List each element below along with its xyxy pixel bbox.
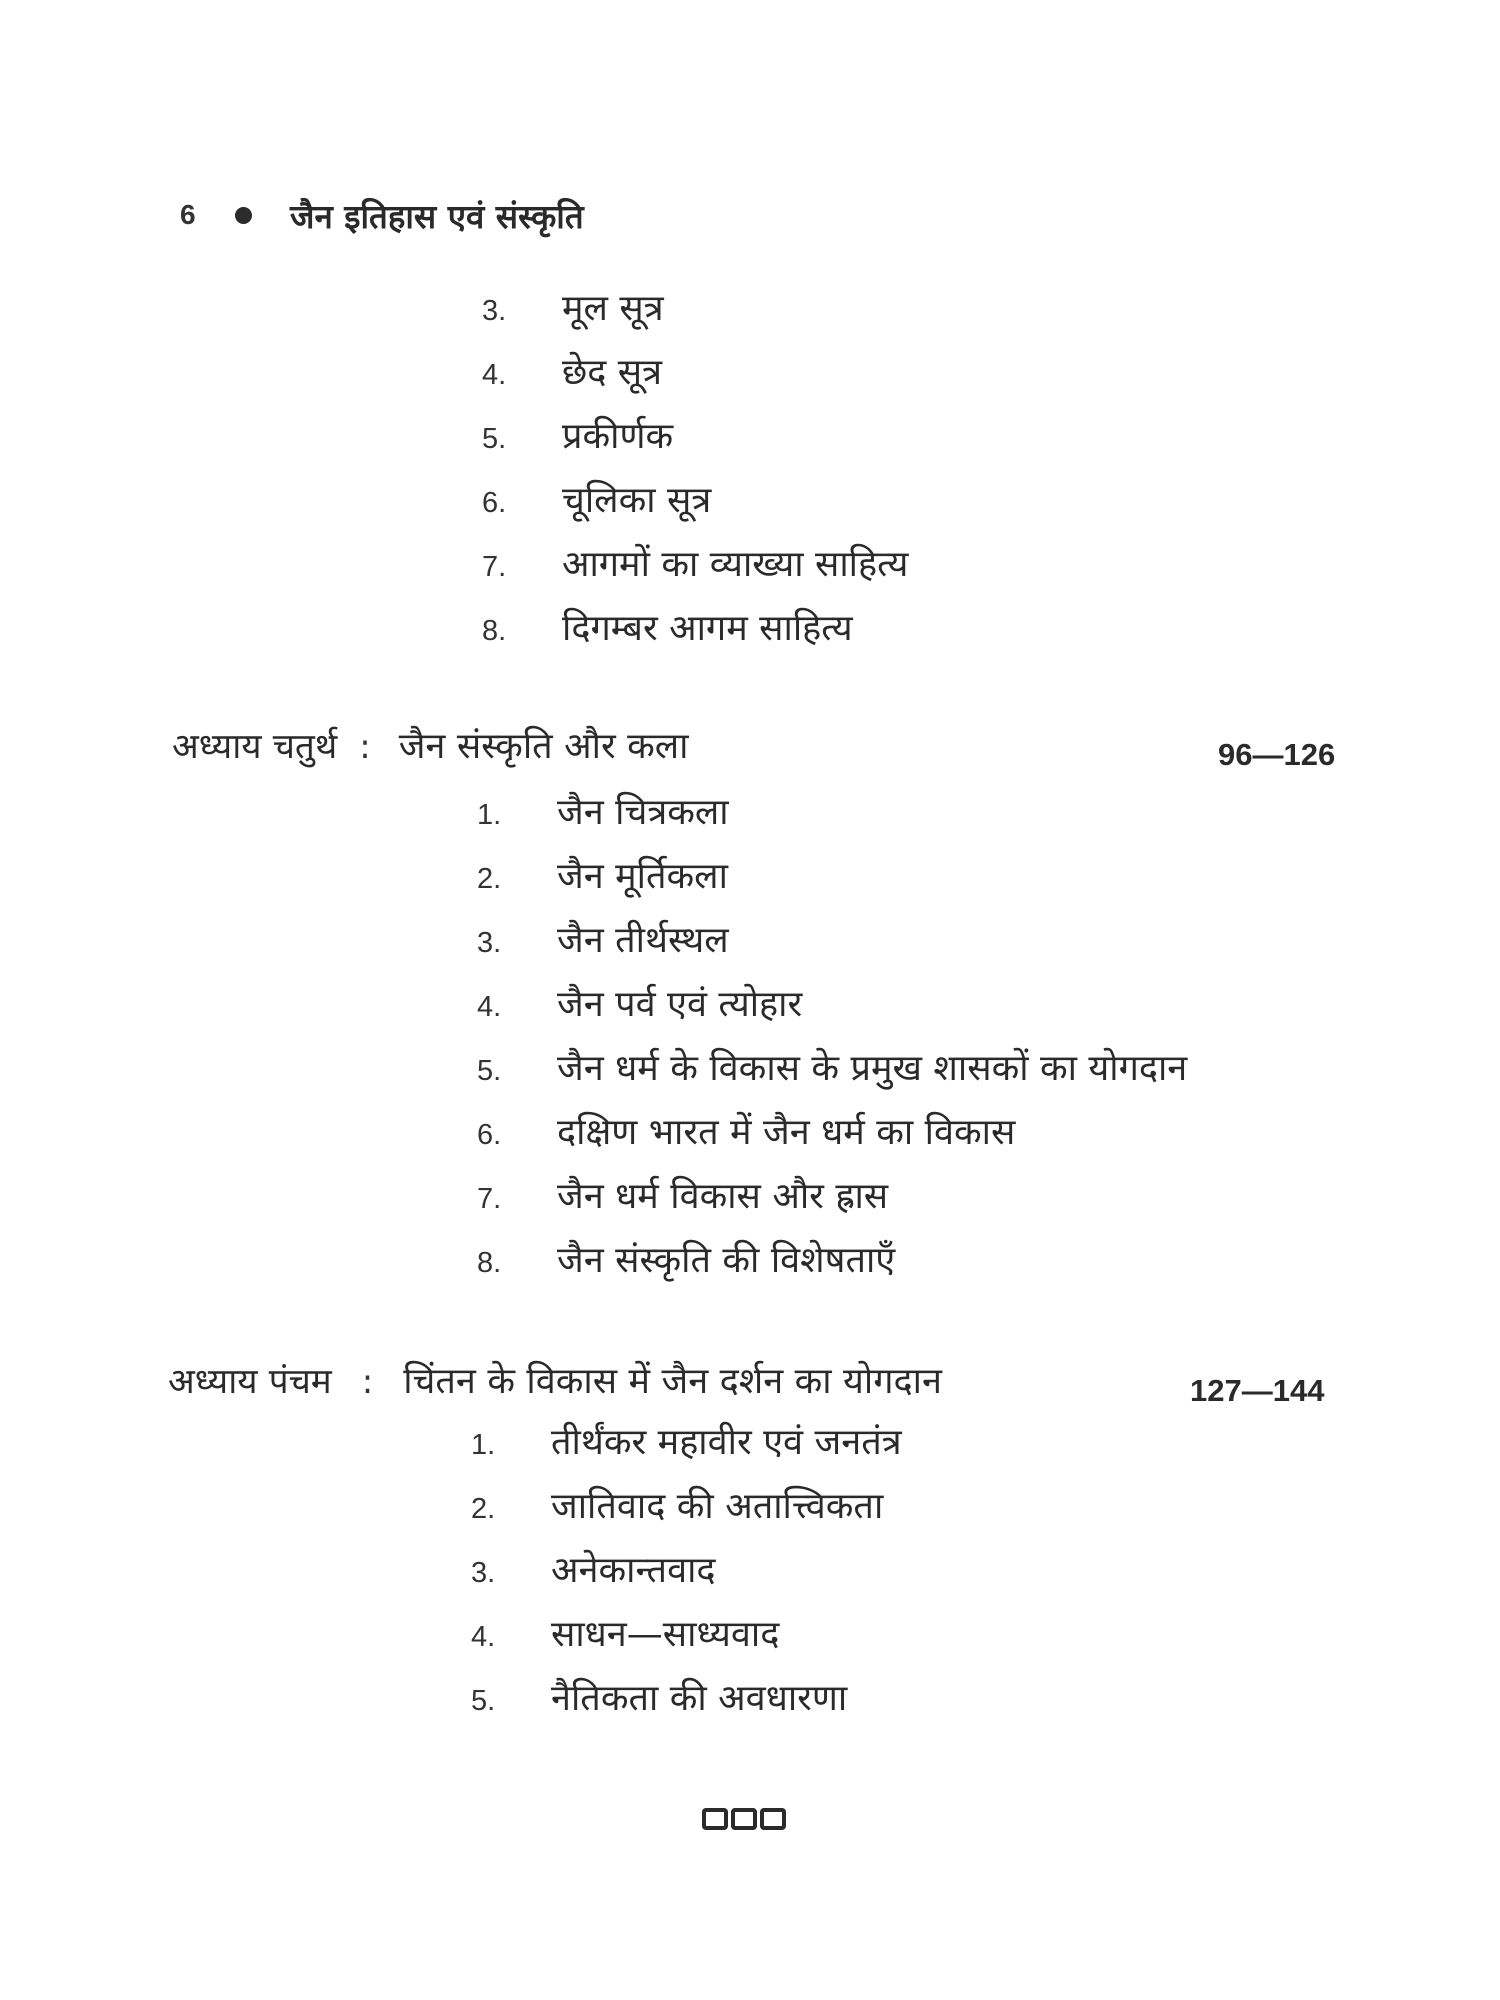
- chapter-4-heading: [172, 720, 689, 780]
- list-item: [477, 1234, 1187, 1298]
- list-item: [477, 978, 1187, 1042]
- list-item: [471, 1416, 902, 1480]
- square-ornament-icon: [760, 1808, 786, 1830]
- item-number: 5.: [482, 423, 507, 455]
- list-item: [477, 1106, 1187, 1170]
- list-item: [471, 1608, 902, 1672]
- item-number: 3.: [471, 1557, 496, 1589]
- chapter-page-range: 96—126: [1218, 737, 1336, 772]
- item-text: छेद सूत्र: [562, 352, 663, 393]
- item-number: 5.: [477, 1055, 502, 1087]
- item-text: जैन संस्कृति की विशेषताएँ: [557, 1240, 896, 1281]
- chapter-title: जैन संस्कृति और कला: [398, 726, 689, 767]
- chapter-page-range: 127—144: [1190, 1373, 1325, 1408]
- item-text: जैन मूर्तिकला: [557, 856, 728, 897]
- item-number: 6.: [477, 1119, 502, 1151]
- item-text: जैन पर्व एवं त्योहार: [557, 984, 803, 1025]
- item-text: जैन तीर्थस्थल: [557, 920, 729, 961]
- list-item: [482, 474, 908, 538]
- chapter-colon: :: [359, 727, 371, 767]
- item-text: तीर्थंकर महावीर एवं जनतंत्र: [551, 1422, 902, 1463]
- list-item: [482, 410, 908, 474]
- item-text: दक्षिण भारत में जैन धर्म का विकास: [557, 1112, 1016, 1153]
- item-number: 3.: [477, 927, 502, 959]
- chapter-5-heading: [168, 1355, 942, 1415]
- item-number: 8.: [482, 615, 507, 647]
- item-text: अनेकान्तवाद: [551, 1550, 716, 1591]
- chapter-5-list: [471, 1416, 902, 1736]
- list-item: [482, 346, 908, 410]
- item-text: प्रकीर्णक: [562, 416, 674, 457]
- item-number: 2.: [477, 863, 502, 895]
- list-item: [471, 1480, 902, 1544]
- item-text: आगमों का व्याख्या साहित्य: [562, 544, 909, 585]
- item-number: 4.: [482, 359, 507, 391]
- item-number: 1.: [471, 1429, 496, 1461]
- chapter-title: चिंतन के विकास में जैन दर्शन का योगदान: [403, 1361, 942, 1402]
- running-head: [180, 190, 584, 240]
- list-item: [482, 282, 908, 346]
- bullet-icon: [235, 207, 252, 224]
- chapter-label: अध्याय चतुर्थ: [172, 727, 338, 767]
- item-number: 3.: [482, 295, 507, 327]
- item-text: चूलिका सूत्र: [562, 480, 712, 521]
- item-text: जैन चित्रकला: [557, 792, 729, 833]
- list-item: [477, 914, 1187, 978]
- page-number: 6: [180, 199, 196, 230]
- item-number: 5.: [471, 1685, 496, 1717]
- item-number: 4.: [477, 991, 502, 1023]
- list-item: [477, 1042, 1187, 1106]
- item-number: 4.: [471, 1621, 496, 1653]
- item-text: जैन धर्म विकास और ह्रास: [557, 1176, 889, 1217]
- item-number: 1.: [477, 799, 502, 831]
- chapter-colon: :: [361, 1362, 374, 1402]
- item-text: जैन धर्म के विकास के प्रमुख शासकों का योगदान: [557, 1048, 1188, 1089]
- item-number: 7.: [477, 1183, 502, 1215]
- list-item: [471, 1544, 902, 1608]
- chapter-label: अध्याय पंचम: [168, 1362, 332, 1402]
- continued-list: [482, 282, 908, 666]
- list-item: [482, 538, 908, 602]
- book-title: जैन इतिहास एवं संस्कृति: [290, 196, 584, 236]
- item-text: दिगम्बर आगम साहित्य: [562, 608, 853, 649]
- list-item: [477, 850, 1187, 914]
- item-number: 6.: [482, 487, 507, 519]
- list-item: [471, 1672, 902, 1736]
- list-item: [477, 786, 1187, 850]
- square-ornament-icon: [702, 1808, 728, 1830]
- item-text: साधन—साध्यवाद: [551, 1614, 780, 1655]
- end-of-section-mark: [702, 1808, 786, 1830]
- item-text: नैतिकता की अवधारणा: [551, 1678, 848, 1719]
- list-item: [482, 602, 908, 666]
- item-number: 7.: [482, 551, 507, 583]
- square-ornament-icon: [731, 1808, 757, 1830]
- chapter-4-list: [477, 786, 1187, 1298]
- item-text: जातिवाद की अतात्त्विकता: [551, 1486, 884, 1527]
- list-item: [477, 1170, 1187, 1234]
- item-text: मूल सूत्र: [562, 288, 664, 329]
- item-number: 8.: [477, 1247, 502, 1279]
- item-number: 2.: [471, 1493, 496, 1525]
